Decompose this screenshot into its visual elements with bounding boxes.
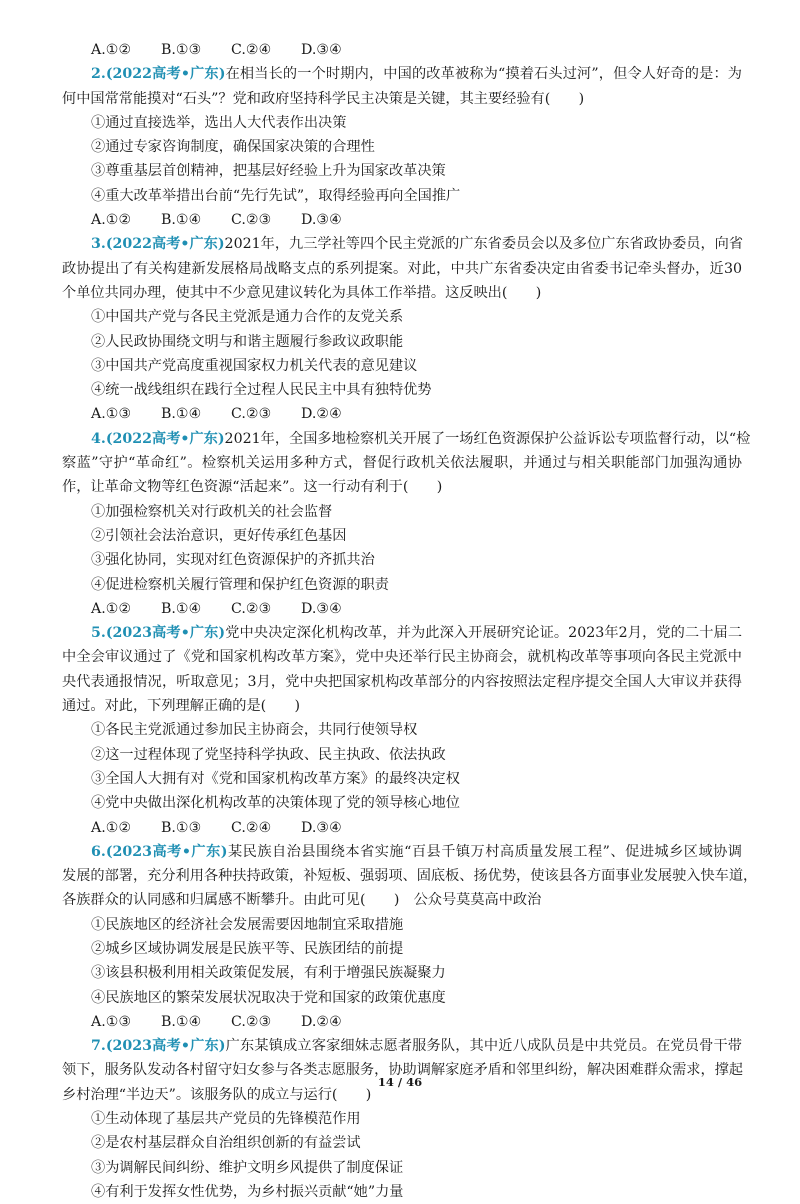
question-source: (2023高考•广东) xyxy=(105,1038,226,1055)
statement-item: ③强化协同，实现对红色资源保护的齐抓共治 xyxy=(91,552,375,569)
question-stem-line: 央代表通报情况，听取意见；3月，党中央把国家机构改革部分的内容按照法定程序提交全国人大审议并获得 xyxy=(62,673,742,690)
statement-item: ③中国共产党高度重视国家权力机关代表的意见建议 xyxy=(91,357,418,374)
option-b: B.①④ xyxy=(161,406,202,423)
question-stem-line: 何中国常常能摸对“石头”？党和政府坚持科学民主决策是关键，其主要经验有( ) xyxy=(62,90,585,107)
statement-item: ④有利于发挥女性优势，为乡村振兴贡献“她”力量 xyxy=(91,1183,404,1200)
option-c: C.②③ xyxy=(231,406,272,423)
option-d: D.③④ xyxy=(301,600,342,617)
option-c: C.②③ xyxy=(231,1013,272,1030)
question-stem-line: 7.(2023高考•广东)广东某镇成立客家细妹志愿者服务队，其中近八成队员是中共党员。在党员骨干带 xyxy=(91,1038,742,1055)
statement-item: ②人民政协围绕文明与和谐主题履行参政议政职能 xyxy=(91,333,404,350)
statement-item: ②城乡区域协调发展是民族平等、民族团结的前提 xyxy=(91,940,404,957)
option-b: B.①③ xyxy=(161,42,202,58)
answer-options xyxy=(62,208,742,232)
option-a: A.①② xyxy=(91,212,132,229)
question-stem-line: 政协提出了有关构建新发展格局战略支点的系列提案。对此，中共广东省委决定由省委书记牵头督办，近30 xyxy=(62,260,742,277)
question-number: 4. xyxy=(91,430,106,447)
question-3 xyxy=(62,232,742,426)
question-stem-line: 领下，服务队发动各村留守妇女参与各类志愿服务，协助调解家庭矛盾和邻里纠纷，解决困难群众需求，撑起 xyxy=(62,1062,744,1079)
statement-item: ②引领社会法治意识，更好传承红色基因 xyxy=(91,527,347,544)
statement-item: ②这一过程体现了党坚持科学执政、民主执政、依法执政 xyxy=(91,746,446,763)
page-content xyxy=(62,38,758,1204)
statement-item: ④统一战线组织在践行全过程人民民主中具有独特优势 xyxy=(91,382,432,399)
option-b: B.①④ xyxy=(161,212,202,229)
question-source: (2022高考•广东) xyxy=(105,236,225,253)
option-d: D.③④ xyxy=(301,819,342,836)
option-c: C.②③ xyxy=(231,212,272,229)
question-stem-line: 乡村治理“半边天”。该服务队的成立与运行( ) xyxy=(62,1086,372,1103)
question-4 xyxy=(62,427,751,621)
question-stem-line: 各族群众的认同感和归属感不断攀升。由此可见( ) 公众号莫莫高中政治 xyxy=(62,892,542,909)
option-d: D.②④ xyxy=(301,406,342,423)
page-number: 14 / 46 xyxy=(377,1075,423,1089)
option-d: D.②④ xyxy=(301,1013,342,1030)
question-stem-line: 5.(2023高考•广东)党中央决定深化机构改革，并为此深入开展研究论证。2023年2月，党的二十届二 xyxy=(91,625,743,642)
question-7 xyxy=(62,1034,742,1204)
question-number: 2. xyxy=(91,66,106,83)
answer-options xyxy=(62,597,742,621)
statement-item: ①中国共产党与各民主党派是通力合作的友党关系 xyxy=(91,309,404,326)
statement-item: ④党中央做出深化机构改革的决策体现了党的领导核心地位 xyxy=(91,795,460,812)
question-stem-line: 通过。对此，下列理解正确的是( ) xyxy=(62,698,301,715)
statement-item: ①各民主党派通过参加民主协商会，共同行使领导权 xyxy=(91,722,418,739)
option-c: C.②④ xyxy=(231,42,272,58)
statement-item: ③尊重基层首创精神，把基层好经验上升为国家改革决策 xyxy=(91,163,446,180)
statement-item: ①民族地区的经济社会发展需要因地制宜采取措施 xyxy=(91,916,404,933)
question-2 xyxy=(62,62,742,232)
question-stem-line: 3.(2022高考•广东)2021年，九三学社等四个民主党派的广东省委员会以及多位广东省政协委员，向省 xyxy=(91,236,744,253)
statement-item: ④民族地区的繁荣发展状况取决于党和国家的政策优惠度 xyxy=(91,989,446,1006)
option-d: D.③④ xyxy=(301,212,342,229)
question-source: (2022高考•广东) xyxy=(105,430,225,447)
question-stem-line: 6.(2023高考•广东)某民族自治县围绕本省实施“百县千镇万村高质量发展工程”、促进城乡区域协调 xyxy=(91,843,742,860)
option-a: A.①② xyxy=(91,819,132,836)
statement-item: ③为调解民间纠纷、维护文明乡风提供了制度保证 xyxy=(91,1159,404,1176)
statement-item: ④促进检察机关履行管理和保护红色资源的职责 xyxy=(91,576,389,593)
option-a: A.①② xyxy=(91,42,132,58)
question-number: 7. xyxy=(91,1038,106,1055)
question-stem-line: 4.(2022高考•广东)2021年，全国多地检察机关开展了一场红色资源保护公益诉讼专项监督行动，以“检 xyxy=(91,430,751,447)
option-c: C.②③ xyxy=(231,600,272,617)
option-b: B.①③ xyxy=(161,819,202,836)
statement-item: ②通过专家咨询制度，确保国家决策的合理性 xyxy=(91,139,375,156)
statement-item: ①通过直接选举，选出人大代表作出决策 xyxy=(91,114,347,131)
question-source: (2022高考•广东) xyxy=(105,66,226,83)
question-stem-line: 作，让革命文物等红色资源“活起来”。这一行动有利于( ) xyxy=(62,479,443,496)
prev-question-options xyxy=(62,38,742,62)
statement-item: ①加强检察机关对行政机关的社会监督 xyxy=(91,503,333,520)
answer-options xyxy=(62,816,742,840)
question-source: (2023高考•广东) xyxy=(105,625,226,642)
option-a: A.①③ xyxy=(91,406,132,423)
statement-item: ②是农村基层群众自治组织创新的有益尝试 xyxy=(91,1135,361,1152)
question-number: 3. xyxy=(91,236,106,253)
question-stem-line: 个单位共同办理，使其中不少意见建议转化为具体工作举措。这反映出( ) xyxy=(62,284,542,301)
question-stem-line: 中全会审议通过了《党和国家机构改革方案》，党中央还举行民主协商会，就机构改革等事项向各民主党派中 xyxy=(62,649,742,666)
question-stem-line: 2.(2022高考•广东)在相当长的一个时期内，中国的改革被称为“摸着石头过河”，但令人好奇的是：为 xyxy=(91,66,742,83)
statement-item: ③该县积极利用相关政策促发展，有利于增强民族凝聚力 xyxy=(91,965,446,982)
option-a: A.①③ xyxy=(91,1013,132,1030)
statement-item: ④重大改革举措出台前“先行先试”，取得经验再向全国推广 xyxy=(91,187,461,204)
question-6 xyxy=(62,840,758,1034)
option-b: B.①④ xyxy=(161,600,202,617)
question-stem-line: 察蓝”守护“革命红”。检察机关运用多种方式，督促行政机关依法履职，并通过与相关职能部门加强沟通协 xyxy=(62,455,742,472)
option-d: D.③④ xyxy=(301,42,342,58)
question-number: 5. xyxy=(91,625,106,642)
option-a: A.①② xyxy=(91,600,132,617)
question-number: 6. xyxy=(91,843,106,860)
question-5 xyxy=(62,621,742,840)
statement-item: ①生动体现了基层共产党员的先锋模范作用 xyxy=(91,1111,361,1128)
question-stem-line: 发展的部署，充分利用各种扶持政策，补短板、强弱项、固底板、扬优势，使该县各方面事业发展驶入快车道， xyxy=(62,868,758,885)
option-c: C.②④ xyxy=(231,819,272,836)
answer-options xyxy=(62,1010,742,1034)
option-b: B.①④ xyxy=(161,1013,202,1030)
answer-options xyxy=(62,402,742,426)
question-source: (2023高考•广东) xyxy=(105,843,228,860)
statement-item: ③全国人大拥有对《党和国家机构改革方案》的最终决定权 xyxy=(91,770,460,787)
